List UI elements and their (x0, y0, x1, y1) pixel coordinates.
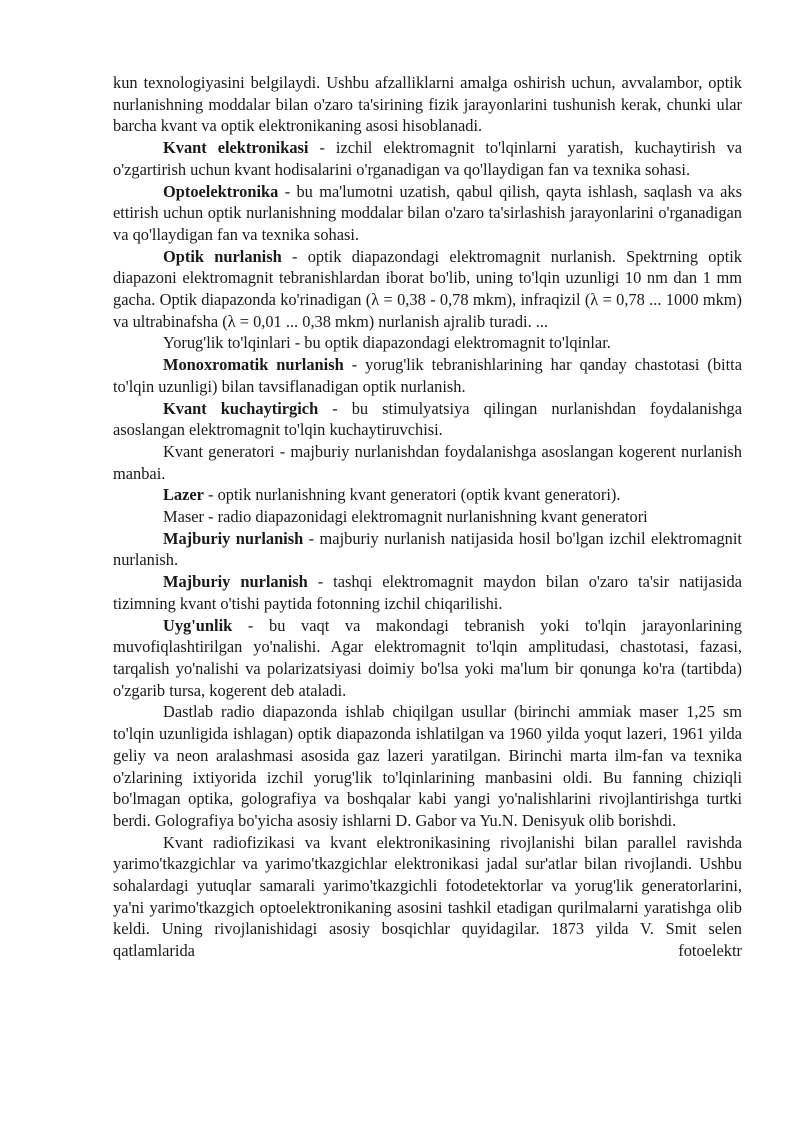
paragraph-text: Dastlab radio diapazonda ishlab chiqilgan usullar (birinchi ammiak maser 1,25 sm to'lqin uzunligida ishlagan) optik diapazonda ishlatilgan va 1960 yilda yoqut lazeri, 1961 yilda geliy va neon aralashmasi asosida gaz lazeri yaratilgan. Birinchi marta ilm-fan va texnika o'zlarining ixtiyorida izchil yorug'lik to'lqinlarining manbasini oldi. Bu fanning chiziqli bo'lmagan optika, golografiya va boshqalar kabi yangi yo'nalishlarini rivojlantirishga turtki berdi. Golografiya bo'yicha asosiy ishlarni D. Gabor va Yu.N. Denisyuk olib borishdi. (113, 702, 742, 830)
definition-text: - tashqi elektromagnit maydon bilan o'zaro ta'sir natijasida tizimning kvant o'tishi paytida fotonning izchil chiqarilishi. (113, 572, 742, 613)
document-page (113, 72, 742, 962)
defined-term: Optoelektronika (163, 181, 279, 201)
definition-paragraph (113, 484, 742, 506)
defined-term: Lazer (163, 485, 204, 505)
definition-text: - yorug'lik tebranishlarining har qanday chastotasi (bitta to'lqin uzunligi) bilan tavsiflanadigan optik nurlanish. (113, 355, 742, 396)
defined-term: Optik nurlanish (163, 246, 282, 266)
definition-paragraph (113, 571, 742, 614)
definition-text: - majburiy nurlanish natijasida hosil bo'lgan izchil elektromagnit nurlanish. (113, 528, 742, 570)
definition-paragraph (113, 615, 742, 702)
paragraph (113, 701, 742, 831)
definition-text: - bu vaqt va makondagi tebranish yoki to'lqin jarayonlarining muvofiqlashtirilgan yo'nalishi. Agar elektromagnit to'lqin amplitudasi, chastotasi, fazasi, tarqalish yo'nalishi va polarizatsiyasi doimiy bo'lsa yoki ma'lum bir qonunga ko'ra (tartibda) o'zgarib tursa, kogerent deb ataladi. (113, 615, 742, 700)
paragraph-text: kun texnologiyasini belgilaydi. Ushbu afzalliklarni amalga oshirish uchun, avvalambor, optik nurlanishning moddalar bilan o'zaro ta'sirining fizik jarayonlarini tushunish kerak, chunki ular barcha kvant va optik elektronikaning asosi hisoblanadi. (113, 73, 742, 136)
paragraph-text: Kvant generatori - majburiy nurlanishdan foydalanishga asoslangan kogerent nurlanish manbai. (113, 441, 742, 483)
definition-text: - optik nurlanishning kvant generatori (optik kvant generatori). (203, 485, 621, 505)
defined-term: Majburiy nurlanish (163, 572, 308, 592)
definition-paragraph (113, 528, 742, 571)
paragraph-text: Maser - radio diapazonidagi elektromagnit nurlanishning kvant generatori (163, 507, 648, 527)
definition-text: - bu ma'lumotni uzatish, qabul qilish, qayta ishlash, saqlash va aks ettirish uchun optik nurlanishning moddalar bilan o'zaro ta'sirlashish jarayonlarini o'rganadigan va qo'llaydigan fan va texnika sohasi. (113, 181, 742, 244)
definition-paragraph (113, 137, 742, 180)
definition-paragraph (113, 354, 742, 397)
defined-term: Majburiy nurlanish (163, 528, 304, 548)
paragraph (113, 506, 742, 528)
paragraph (113, 332, 742, 354)
definition-paragraph (113, 181, 742, 246)
paragraph (113, 441, 742, 484)
paragraph (113, 72, 742, 137)
paragraph (113, 832, 742, 962)
defined-term: Monoxromatik nurlanish (163, 355, 344, 375)
defined-term: Kvant kuchaytirgich (163, 398, 319, 418)
defined-term: Uyg'unlik (163, 615, 233, 635)
definition-text: - izchil elektromagnit to'lqinlarni yaratish, kuchaytirish va o'zgartirish uchun kvant hodisalarini o'rganadigan va qo'llaydigan fan va texnika sohasi. (113, 138, 742, 179)
definition-paragraph (113, 246, 742, 333)
definition-paragraph (113, 398, 742, 441)
definition-text: - bu stimulyatsiya qilingan nurlanishdan foydalanishga asoslangan elektromagnit to'lqin kuchaytiruvchisi. (113, 398, 742, 440)
paragraph-text: Kvant radiofizikasi va kvant elektronikasining rivojlanishi bilan parallel ravishda yarimo'tkazgichlar va yarimo'tkazgichlar elektronikasi jadal sur'atlar bilan rivojlandi. Ushbu sohalardagi yutuqlar samarali yarimo'tkazgichli fotodetektorlar va yorug'lik generatorlarini, ya'ni yarimo'tkazgich optoelektronikaning asosini tashkil etadigan qurilmalarni yaratishga olib keldi. Uning rivojlanishidagi asosiy bosqichlar quyidagilar. 1873 yilda V. Smit selen qatlamlarida fotoelektr (113, 832, 742, 961)
definition-text: - optik diapazondagi elektromagnit nurlanish. Spektrning optik diapazoni elektromagnit tebranishlardan iborat bo'lib, uning to'lqin uzunligi 10 nm dan 1 mm gacha. Optik diapazonda ko'rinadigan (λ = 0,38 - 0,78 mkm), infraqizil (λ = 0,78 ... 1000 mkm) va ultrabinafsha (λ = 0,01 ... 0,38 mkm) nurlanish ajralib turadi. ... (113, 246, 742, 331)
defined-term: Kvant elektronikasi (163, 138, 309, 158)
paragraph-text: Yorug'lik to'lqinlari - bu optik diapazondagi elektromagnit to'lqinlar. (163, 333, 611, 353)
